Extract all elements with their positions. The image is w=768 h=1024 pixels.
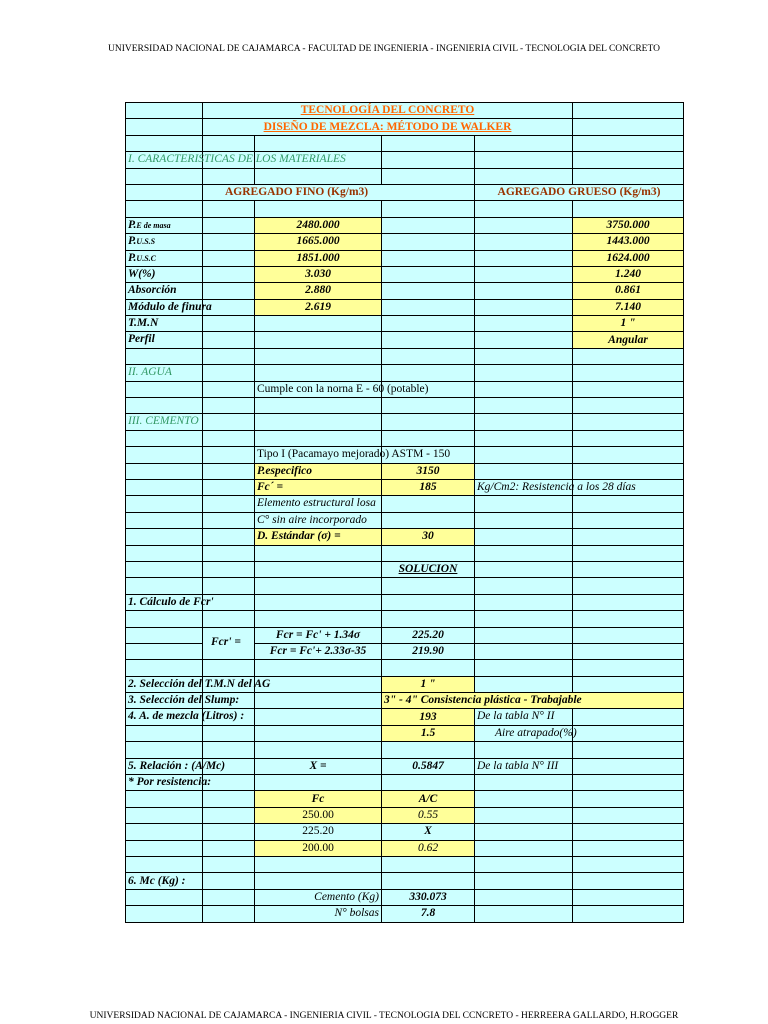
fc-value: 185 bbox=[382, 479, 475, 495]
step4-label: 4. A. de mezcla (Litros) : bbox=[128, 710, 245, 723]
cemento-value: 330.073 bbox=[382, 889, 475, 905]
fcr-formula-1: Fcr = Fc' + 1.34σ bbox=[255, 627, 382, 643]
fino-value: 1665.000 bbox=[255, 234, 382, 250]
prop-label: P. bbox=[128, 235, 137, 248]
prop-label: Perfil bbox=[128, 333, 155, 346]
prop-label: T.M.N bbox=[128, 317, 159, 330]
step6-label: 6. Mc (Kg) : bbox=[126, 873, 203, 889]
prop-row bbox=[126, 234, 684, 250]
section-agua: II. AGUA bbox=[126, 365, 203, 381]
interp-row bbox=[126, 824, 684, 840]
interp-ac: 0.55 bbox=[382, 807, 475, 823]
mix-design-sheet bbox=[125, 102, 684, 923]
aire-note: Aire atrapado(%) bbox=[495, 726, 577, 739]
aire-text: C° sin aire incorporado bbox=[257, 513, 367, 526]
desv-label: D. Estándar (σ) = bbox=[255, 529, 382, 545]
interp-fc: 225.20 bbox=[255, 824, 382, 840]
step5-note: De la tabla N° III bbox=[477, 759, 559, 772]
sheet-subtitle: DISEÑO DE MEZCLA: MÉTODO DE WALKER bbox=[203, 119, 573, 135]
fc-note: Kg/Cm2: Resistencia a los 28 días bbox=[477, 480, 636, 493]
prop-sub-label: E de masa bbox=[136, 220, 171, 230]
interp-header-ac: A/C bbox=[382, 791, 475, 807]
fcr-label-cell bbox=[203, 627, 255, 660]
por-resistencia: * Por resistencia: bbox=[128, 776, 212, 789]
fc-label: Fc´ = bbox=[255, 479, 382, 495]
sheet-title: TECNOLOGÍA DEL CONCRETO bbox=[203, 103, 573, 119]
grueso-value: 3750.000 bbox=[573, 217, 684, 233]
grueso-value: 1.240 bbox=[573, 266, 684, 282]
fino-value: 2.880 bbox=[255, 283, 382, 299]
prop-row bbox=[126, 266, 684, 282]
prop-sub-label: U.S.S bbox=[136, 237, 156, 247]
pesp-value: 3150 bbox=[382, 463, 475, 479]
fino-value: 1851.000 bbox=[255, 250, 382, 266]
prop-row bbox=[126, 283, 684, 299]
bolsas-label: N° bolsas bbox=[255, 906, 382, 922]
prop-label: Absorción bbox=[128, 284, 177, 297]
title-row-2 bbox=[126, 119, 684, 135]
page-footer: UNIVERSIDAD NACIONAL DE CAJAMARCA - INGENIERIA CIVIL - TECNOLOGIA DEL CCNCRETO - HERREERA GALLARDO, H.ROGGER bbox=[89, 1011, 679, 1021]
fino-value: 2.619 bbox=[255, 299, 382, 315]
fino-value bbox=[255, 332, 382, 348]
step2-label: 2. Selección del T.M.N del AG bbox=[128, 677, 271, 690]
step2-value: 1 " bbox=[382, 676, 475, 692]
grueso-value: 1443.000 bbox=[573, 234, 684, 250]
interp-ac: 0.62 bbox=[382, 840, 475, 856]
prop-row bbox=[126, 299, 684, 315]
fino-value bbox=[255, 316, 382, 332]
prop-label: W(%) bbox=[128, 267, 156, 280]
pesp-label: P.especifico bbox=[255, 463, 382, 479]
interp-fc: 250.00 bbox=[255, 807, 382, 823]
fino-value: 3.030 bbox=[255, 266, 382, 282]
fino-value: 2480.000 bbox=[255, 217, 382, 233]
grueso-value: 0.861 bbox=[573, 283, 684, 299]
elemento-text: Elemento estructural losa bbox=[257, 497, 376, 510]
fcr-label: Fcr' = bbox=[211, 635, 241, 648]
section-materials: I. CARACTERISTICAS DE LOS MATERIALES bbox=[128, 153, 346, 166]
cemento-tipo: Tipo I (Pacamayo mejorado) ASTM - 150 bbox=[257, 448, 451, 461]
grueso-value: 7.140 bbox=[573, 299, 684, 315]
interp-ac: X bbox=[382, 824, 475, 840]
aire-value: 1.5 bbox=[382, 725, 475, 741]
title-row-1 bbox=[126, 103, 684, 119]
step4-value: 193 bbox=[382, 709, 475, 725]
fcr-formula-2: Fcr = Fc'+ 2.33σ-35 bbox=[255, 643, 382, 659]
section-cemento: III. CEMENTO bbox=[128, 415, 199, 428]
interp-row bbox=[126, 807, 684, 823]
fcr-value-1: 225.20 bbox=[382, 627, 475, 643]
page-header: UNIVERSIDAD NACIONAL DE CAJAMARCA - FACULTAD DE INGENIERIA - INGENIERIA CIVIL - TECNOLOGIA DEL CONCRETO bbox=[108, 44, 660, 54]
desv-value: 30 bbox=[382, 529, 475, 545]
interp-row bbox=[126, 840, 684, 856]
prop-row bbox=[126, 332, 684, 348]
solucion-heading: SOLUCION bbox=[382, 561, 475, 577]
grueso-header: AGREGADO GRUESO (Kg/m3) bbox=[475, 184, 684, 200]
x-value: 0.5847 bbox=[382, 758, 475, 774]
prop-sub-label: U.S.C bbox=[136, 253, 156, 263]
step1-label: 1. Cálculo de Fcr' bbox=[128, 595, 214, 608]
grueso-value: 1624.000 bbox=[573, 250, 684, 266]
x-label: X = bbox=[255, 758, 382, 774]
step4-note: De la tabla N° II bbox=[477, 710, 555, 723]
prop-row bbox=[126, 217, 684, 233]
interp-fc: 200.00 bbox=[255, 840, 382, 856]
step3-label: 3. Selección del Slump: bbox=[128, 694, 240, 707]
bolsas-value: 7.8 bbox=[382, 906, 475, 922]
fcr-value-2: 219.90 bbox=[382, 643, 475, 659]
prop-label: Módulo de finura bbox=[128, 300, 212, 313]
prop-label: P. bbox=[128, 251, 137, 264]
agua-text: Cumple con la norna E - 60 (potable) bbox=[257, 382, 429, 395]
step5-label: 5. Relación : (A/Mc) bbox=[128, 759, 226, 772]
grueso-value: Angular bbox=[573, 332, 684, 348]
prop-row bbox=[126, 316, 684, 332]
grueso-value: 1 " bbox=[573, 316, 684, 332]
step3-value: 3" - 4" Consistencia plástica - Trabajable bbox=[382, 693, 684, 709]
interp-header-fc: Fc bbox=[255, 791, 382, 807]
prop-row bbox=[126, 250, 684, 266]
cemento-label: Cemento (Kg) bbox=[255, 889, 382, 905]
fino-header: AGREGADO FINO (Kg/m3) bbox=[203, 184, 475, 200]
prop-label: P. bbox=[128, 218, 137, 231]
